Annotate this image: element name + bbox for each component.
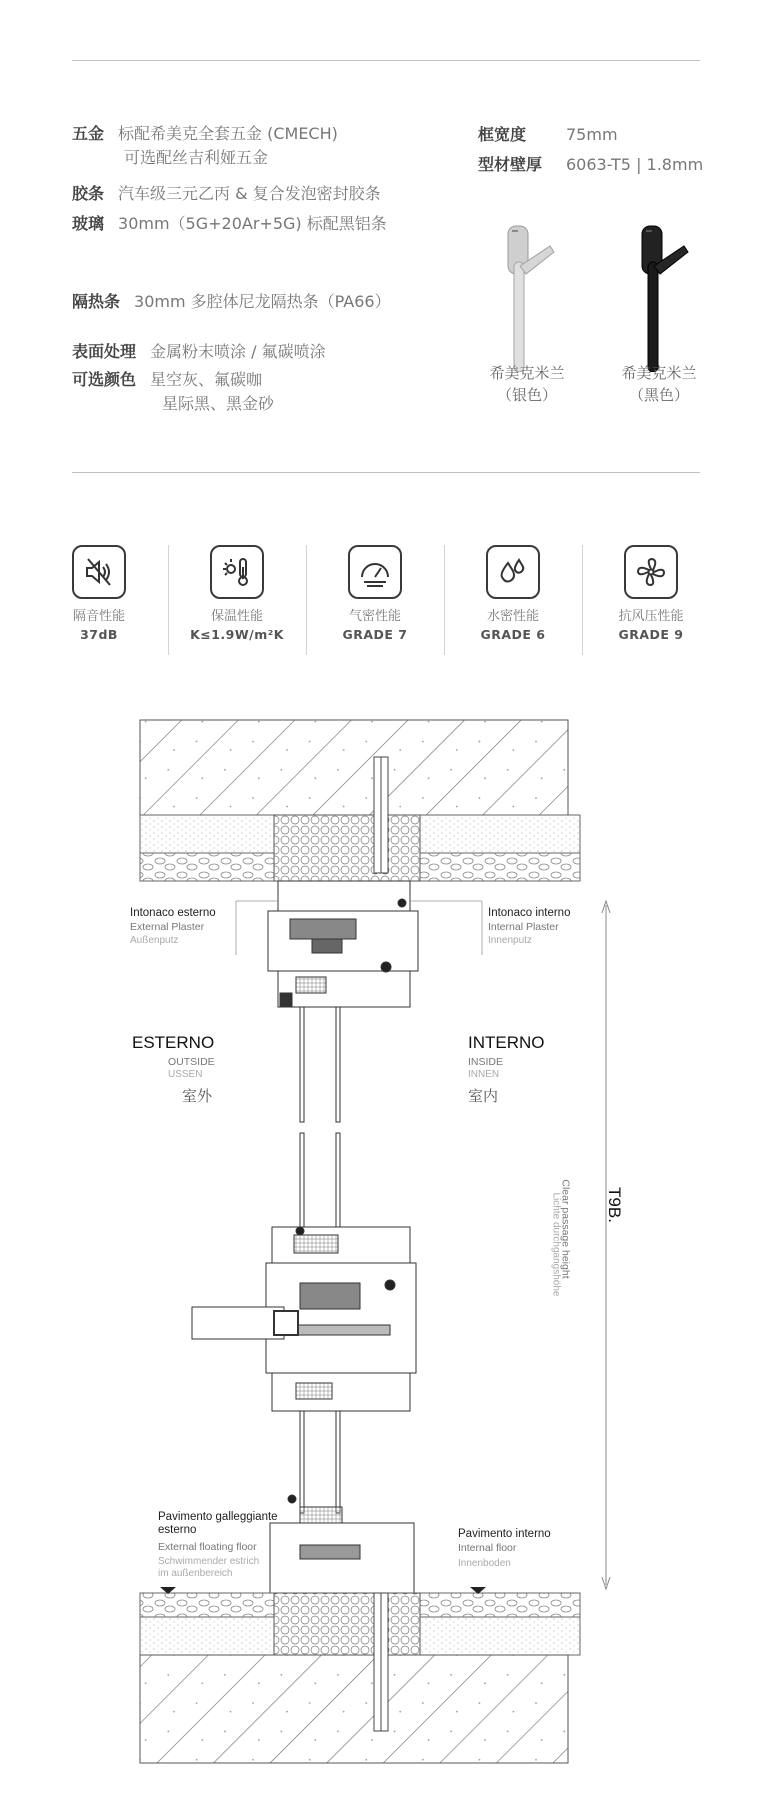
top-divider bbox=[72, 60, 700, 61]
spec-thermal-break bbox=[72, 290, 391, 314]
spec-glass bbox=[72, 212, 387, 236]
spec-label: 型材壁厚 bbox=[478, 155, 543, 174]
spec-value-2: 可选配丝吉利娅五金 bbox=[124, 148, 269, 167]
spec-label: 隔热条 bbox=[72, 292, 121, 311]
top-insulation bbox=[274, 815, 420, 881]
spec-label: 胶条 bbox=[72, 184, 105, 203]
performance-thermal bbox=[168, 545, 306, 644]
floor-ext-de-2: im außenbereich bbox=[158, 1568, 233, 1579]
plaster-ext-it: Intonaco esterno bbox=[130, 907, 216, 919]
gauge-icon bbox=[348, 545, 402, 599]
threshold-profile bbox=[270, 1495, 414, 1593]
spec-value: 6063-T5 | 1.8mm bbox=[566, 155, 704, 174]
floor-ext-de-1: Schwimmender estrich bbox=[158, 1556, 260, 1567]
perf-label: 保温性能 bbox=[210, 609, 263, 624]
lower-sash-profile bbox=[192, 1133, 416, 1513]
section-drawing-svg bbox=[0, 675, 772, 1789]
spec-label: 玻璃 bbox=[72, 214, 105, 233]
handle-color: （黑色） bbox=[628, 386, 689, 404]
perf-label: 隔音性能 bbox=[72, 609, 125, 624]
floor-int-it: Pavimento interno bbox=[458, 1528, 551, 1540]
floor-int-en: Internal floor bbox=[458, 1542, 517, 1554]
height-label-en: Clear passage height bbox=[559, 1179, 572, 1279]
performance-wind bbox=[582, 545, 720, 644]
plaster-int-it: Intonaco interno bbox=[488, 907, 571, 919]
silver-handle-image bbox=[498, 222, 568, 372]
bottom-concrete bbox=[140, 1655, 568, 1763]
spec-hardware bbox=[72, 122, 338, 170]
floor-ext-it-2: esterno bbox=[158, 1524, 197, 1536]
spec-value: 汽车级三元乙丙 & 复合发泡密封胶条 bbox=[118, 184, 381, 203]
plaster-ext-de: Außenputz bbox=[130, 935, 179, 946]
spec-value: 30mm 多腔体尼龙隔热条（PA66） bbox=[134, 292, 391, 311]
floor-ext-it-1: Pavimento galleggiante bbox=[158, 1511, 278, 1523]
spec-colors bbox=[72, 368, 274, 416]
perf-value: GRADE 9 bbox=[618, 627, 684, 642]
plaster-int-de: Innenputz bbox=[488, 935, 532, 946]
spec-value: 75mm bbox=[566, 125, 618, 144]
water-drops-icon bbox=[486, 545, 540, 599]
perf-label: 水密性能 bbox=[486, 609, 539, 624]
perf-label: 气密性能 bbox=[348, 609, 401, 624]
inside-it: INTERNO bbox=[468, 1033, 545, 1052]
inside-en: INSIDE bbox=[468, 1056, 504, 1068]
handle-color: （银色） bbox=[496, 386, 557, 404]
spec-seal bbox=[72, 182, 381, 206]
performance-air bbox=[306, 545, 444, 644]
spec-surface bbox=[72, 340, 326, 364]
perf-value: GRADE 6 bbox=[480, 627, 546, 642]
perf-value: K≤1.9W/m²K bbox=[190, 627, 284, 642]
thermometer-sun-icon bbox=[210, 545, 264, 599]
handle-name: 希美克米兰 bbox=[489, 364, 565, 382]
spec-frame-width bbox=[478, 122, 618, 148]
mid-divider bbox=[72, 472, 700, 473]
spec-value-2: 星际黑、黑金砂 bbox=[162, 394, 275, 413]
height-label-de: Lichte durchgangshöhe bbox=[550, 1192, 562, 1297]
outside-cn: 室外 bbox=[182, 1087, 213, 1105]
black-handle-image bbox=[632, 222, 702, 372]
handle-name: 希美克米兰 bbox=[621, 364, 697, 382]
spec-label: 框宽度 bbox=[478, 125, 527, 144]
spec-label: 五金 bbox=[72, 124, 105, 143]
performance-sound bbox=[30, 545, 168, 644]
performance-water bbox=[444, 545, 582, 644]
height-code: T9B. bbox=[604, 1187, 624, 1223]
section-drawing bbox=[0, 675, 772, 1789]
plaster-int-en: Internal Plaster bbox=[488, 921, 559, 933]
perf-value: 37dB bbox=[80, 627, 118, 642]
perf-label: 抗风压性能 bbox=[618, 609, 684, 624]
floor-ext-en: External floating floor bbox=[158, 1541, 257, 1553]
floor-int-de: Innenboden bbox=[458, 1558, 511, 1569]
spec-value: 星空灰、氟碳咖 bbox=[150, 370, 263, 389]
black-handle-label bbox=[604, 362, 714, 406]
silver-handle-label bbox=[472, 362, 582, 406]
height-dimension-line bbox=[602, 901, 610, 1589]
fan-icon bbox=[624, 545, 678, 599]
spec-label: 表面处理 bbox=[72, 342, 137, 361]
inside-cn: 室内 bbox=[468, 1087, 499, 1105]
outside-de: USSEN bbox=[168, 1069, 203, 1080]
spec-value: 标配希美克全套五金 (CMECH) bbox=[118, 124, 338, 143]
spec-value: 30mm（5G+20Ar+5G) 标配黑铝条 bbox=[118, 214, 387, 233]
spec-value: 金属粉末喷涂 / 氟碳喷涂 bbox=[150, 342, 326, 361]
spec-label: 可选颜色 bbox=[72, 370, 137, 389]
top-concrete bbox=[140, 720, 568, 815]
perf-value: GRADE 7 bbox=[342, 627, 408, 642]
sound-mute-icon bbox=[72, 545, 126, 599]
bottom-insulation bbox=[274, 1593, 420, 1655]
upper-frame-profile bbox=[268, 881, 418, 1122]
outside-en: OUTSIDE bbox=[168, 1056, 215, 1068]
outside-it: ESTERNO bbox=[132, 1033, 215, 1052]
spec-wall-thickness bbox=[478, 152, 703, 178]
plaster-ext-en: External Plaster bbox=[130, 921, 205, 933]
inside-de: INNEN bbox=[468, 1069, 500, 1080]
